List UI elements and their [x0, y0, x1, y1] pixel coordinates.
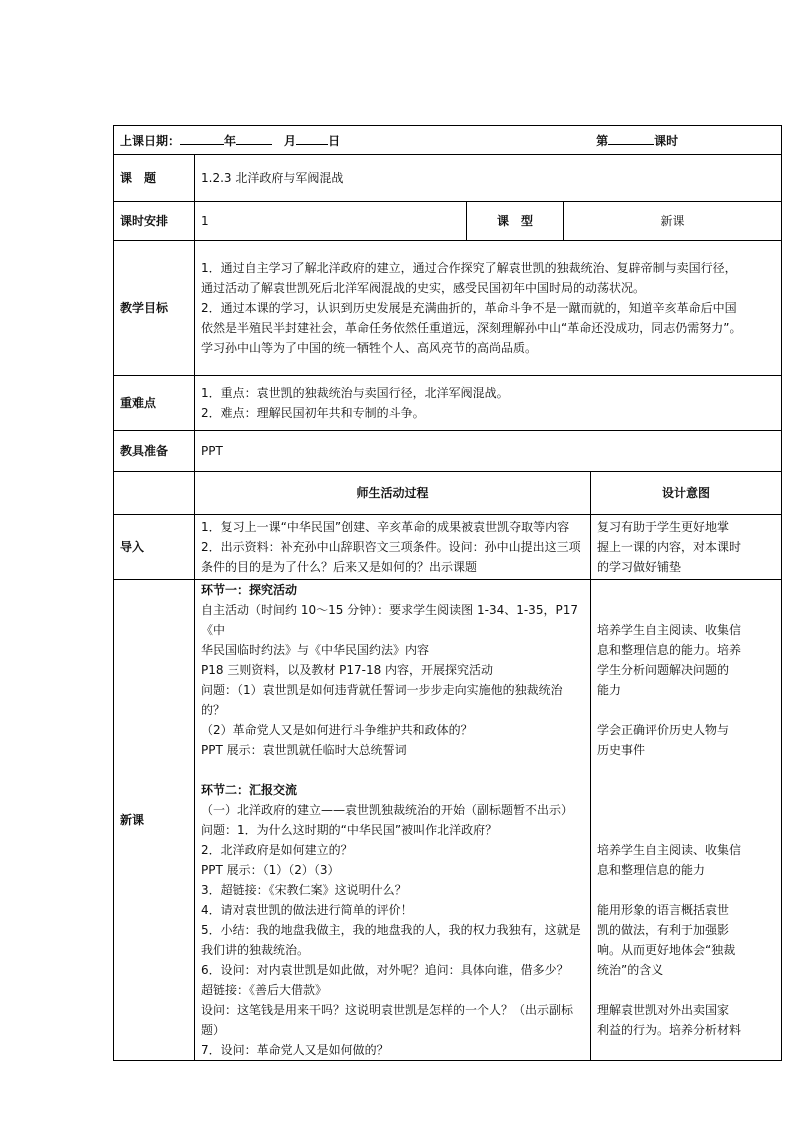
goals-content — [195, 241, 782, 376]
purpose-line: 培养学生自主阅读、收集信 — [597, 843, 742, 857]
key-point-line: 1．重点：袁世凯的独裁统治与卖国行径，北洋军阀混战。 — [201, 386, 509, 400]
section2-line: 6．设问：对内袁世凯是如此做，对外呢？追问：具体向谁，借多少？ — [201, 963, 569, 977]
purpose-line: 历史事件 — [597, 743, 646, 757]
goal-line: 1．通过自主学习了解北洋政府的建立，通过合作探究了解袁世凯的独裁统治、复辟帝制与卖国行径， — [201, 261, 737, 275]
section2-line: 超链接：《善后大借款》 — [201, 983, 328, 997]
intro-label: 导入 — [114, 515, 195, 580]
month-blank — [236, 130, 272, 145]
intro-purpose — [591, 515, 782, 580]
section2-line: 问题：1．为什么这时期的“中华民国”被叫作北洋政府？ — [201, 823, 498, 837]
date-row — [114, 126, 782, 155]
period-blank — [608, 130, 654, 145]
new-lesson-purpose — [591, 580, 782, 1061]
intro-row — [114, 515, 782, 580]
section1-title: 环节一：探究活动 — [201, 583, 298, 597]
title-label: 课 题 — [114, 155, 195, 202]
purpose-line: 学会正确评价历史人物与 — [597, 723, 730, 737]
purpose-line: 息和整理信息的能力。培养 — [597, 643, 742, 657]
lesson-title: 1.2.3 北洋政府与军阀混战 — [195, 155, 782, 202]
goal-line: 依然是半殖民半封建社会，革命任务依然任重道远，深刻理解孙中山“革命还没成功，同志仍需努力”。 — [201, 321, 742, 335]
goals-label: 教学目标 — [114, 241, 195, 376]
month-label: 月 — [284, 133, 297, 148]
intro-activity — [195, 515, 591, 580]
hours-label: 课时安排 — [114, 202, 195, 241]
process-header-row — [114, 472, 782, 515]
section1-line: 自主活动（时间约 10～15 分钟）：要求学生阅读图 1-34、1-35，P17《中 — [201, 603, 578, 637]
purpose-line: 息和整理信息的能力 — [597, 863, 706, 877]
day-blank — [296, 130, 328, 145]
section2-line: 我们讲的独裁统治。 — [201, 943, 310, 957]
type-value: 新课 — [564, 202, 782, 241]
intro-line: 1．复习上一课“中华民国”创建、辛亥革命的成果被袁世凯夺取等内容 — [201, 520, 570, 534]
section2-line: PPT 展示：（1）（2）（3） — [201, 863, 340, 877]
goal-line: 2．通过本课的学习，认识到历史发展是充满曲折的，革命斗争不是一蹴而就的，知道辛亥革命后中国 — [201, 301, 737, 315]
year-blank — [180, 130, 224, 145]
section1-line: 华民国临时约法》与《中华民国约法》内容 — [201, 643, 430, 657]
section2-line: 3．超链接：《宋教仁案》这说明什么？ — [201, 883, 407, 897]
section2-line: 5．小结：我的地盘我做主，我的地盘我的人，我的权力我独有，这就是 — [201, 923, 581, 937]
purpose-line: 凯的做法，有利于加强影 — [597, 923, 730, 937]
new-lesson-activity — [195, 580, 591, 1061]
key-points-label: 重难点 — [114, 376, 195, 431]
hours-row — [114, 202, 782, 241]
section1-line: P18 三则资料，以及教材 P17-18 内容，开展探究活动 — [201, 663, 494, 677]
tools-row — [114, 431, 782, 472]
section2-title: 环节二：汇报交流 — [201, 783, 298, 797]
section2-line: 设问：这笔钱是用来干吗？这说明袁世凯是怎样的一个人？（出示副标题） — [201, 1003, 574, 1037]
section1-line: PPT 展示：袁世凯就任临时大总统誓词 — [201, 743, 407, 757]
goal-line: 学习孙中山等为了中国的统一牺牲个人、高风亮节的高尚品质。 — [201, 341, 538, 355]
goal-line: 通过活动了解袁世凯死后北洋军阀混战的史实，感受民国初年中国时局的动荡状况。 — [201, 281, 646, 295]
section2-line: 7．设问：革命党人又是如何做的？ — [201, 1043, 389, 1057]
intro-purpose-line: 握上一课的内容，对本课时 — [597, 540, 742, 554]
key-point-line: 2．难点：理解民国初年共和专制的斗争。 — [201, 406, 425, 420]
purpose-line: 利益的行为。培养分析材料 — [597, 1023, 742, 1037]
purpose-line: 理解袁世凯对外出卖国家 — [597, 1003, 730, 1017]
year-label: 年 — [224, 133, 237, 148]
day-label: 日 — [328, 133, 341, 148]
section2-line: 4．请对袁世凯的做法进行简单的评价！ — [201, 903, 413, 917]
tools-label: 教具准备 — [114, 431, 195, 472]
section2-line: （一）北洋政府的建立——袁世凯独裁统治的开始（副标题暂不出示） — [201, 803, 574, 817]
date-cell — [114, 126, 782, 155]
new-lesson-row — [114, 580, 782, 1061]
type-label: 课 型 — [467, 202, 564, 241]
lesson-plan-table — [113, 125, 782, 1061]
purpose-line: 学生分析问题解决问题的 — [597, 663, 730, 677]
goals-row — [114, 241, 782, 376]
title-row — [114, 155, 782, 202]
section1-line: （2）革命党人又是如何进行斗争维护共和政体的？ — [201, 723, 473, 737]
intro-line: 2．出示资料：补充孙中山辞职咨文三项条件。设问：孙中山提出这三项 — [201, 540, 581, 554]
section1-line: 问题：（1）袁世凯是如何违背就任誓词一步步走向实施他的独裁统治的？ — [201, 683, 563, 717]
purpose-line: 能力 — [597, 683, 622, 697]
key-points-content — [195, 376, 782, 431]
key-points-row — [114, 376, 782, 431]
purpose-line: 能用形象的语言概括袁世 — [597, 903, 730, 917]
purpose-line: 响。从而更好地体会“独裁 — [597, 943, 736, 957]
intro-purpose-line: 复习有助于学生更好地掌 — [597, 520, 730, 534]
intro-line: 条件的目的是为了什么？后来又是如何的？出示课题 — [201, 560, 478, 574]
intro-purpose-line: 的学习做好铺垫 — [597, 560, 682, 574]
purpose-line: 培养学生自主阅读、收集信 — [597, 623, 742, 637]
date-label: 上课日期： — [120, 133, 181, 148]
empty-header-cell — [114, 472, 195, 515]
period-prefix: 第 — [596, 133, 609, 148]
activity-header: 师生活动过程 — [195, 472, 591, 515]
purpose-header: 设计意图 — [591, 472, 782, 515]
purpose-line: 统治”的含义 — [597, 963, 664, 977]
section2-line: 2．北洋政府是如何建立的？ — [201, 843, 353, 857]
hours-value: 1 — [195, 202, 467, 241]
period-suffix: 课时 — [654, 133, 679, 148]
new-lesson-label: 新课 — [114, 580, 195, 1061]
tools-value: PPT — [195, 431, 782, 472]
